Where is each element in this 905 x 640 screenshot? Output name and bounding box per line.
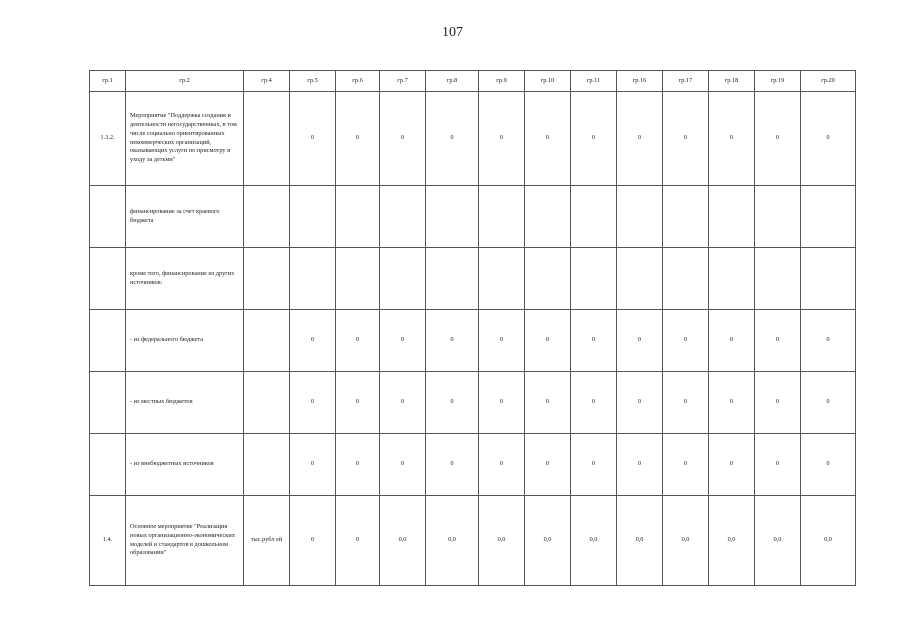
row-unit	[244, 248, 290, 310]
row-number	[90, 310, 126, 372]
table-body	[90, 71, 856, 586]
column-header: гр.8	[426, 71, 479, 92]
value-cell: 0	[663, 92, 709, 186]
value-cell	[801, 186, 856, 248]
value-cell: 0	[336, 310, 380, 372]
value-cell: 0	[755, 372, 801, 434]
value-cell: 0	[617, 372, 663, 434]
value-cell: 0,0	[801, 496, 856, 586]
row-number	[90, 248, 126, 310]
row-description: кроме того, финансирование из других источников:	[126, 248, 244, 310]
value-cell: 0	[290, 372, 336, 434]
table-row	[90, 92, 856, 186]
value-cell: 0	[380, 434, 426, 496]
row-number	[90, 186, 126, 248]
value-cell: 0	[801, 372, 856, 434]
value-cell: 0	[336, 496, 380, 586]
value-cell: 0	[571, 434, 617, 496]
value-cell: 0,0	[571, 496, 617, 586]
value-cell: 0	[380, 310, 426, 372]
value-cell: 0	[426, 92, 479, 186]
value-cell: 0	[290, 434, 336, 496]
value-cell: 0	[617, 310, 663, 372]
value-cell: 0,0	[709, 496, 755, 586]
value-cell	[290, 248, 336, 310]
value-cell: 0	[663, 372, 709, 434]
row-description: Основное мероприятие "Реализация новых организационно-экономических моделей и стандартов в дошкольном образовании"	[126, 496, 244, 586]
value-cell: 0	[290, 496, 336, 586]
value-cell	[755, 186, 801, 248]
value-cell: 0	[426, 434, 479, 496]
value-cell: 0	[479, 92, 525, 186]
value-cell: 0	[801, 92, 856, 186]
value-cell	[571, 248, 617, 310]
header-row	[90, 71, 856, 92]
row-description: финансирование за счет краевого бюджета	[126, 186, 244, 248]
row-number	[90, 434, 126, 496]
column-header: гр.5	[290, 71, 336, 92]
value-cell: 0	[755, 310, 801, 372]
value-cell	[336, 186, 380, 248]
row-unit	[244, 186, 290, 248]
value-cell: 0	[525, 310, 571, 372]
row-description: - из федерального бюджета	[126, 310, 244, 372]
value-cell: 0	[336, 92, 380, 186]
row-number	[90, 372, 126, 434]
value-cell	[380, 248, 426, 310]
value-cell	[801, 248, 856, 310]
value-cell: 0	[709, 434, 755, 496]
value-cell: 0	[571, 372, 617, 434]
value-cell: 0	[755, 92, 801, 186]
value-cell: 0,0	[525, 496, 571, 586]
row-number: 1.4.	[90, 496, 126, 586]
value-cell	[479, 248, 525, 310]
value-cell: 0	[709, 92, 755, 186]
value-cell	[336, 248, 380, 310]
value-cell: 0	[426, 372, 479, 434]
table-row	[90, 248, 856, 310]
table-row	[90, 372, 856, 434]
value-cell: 0	[426, 310, 479, 372]
value-cell	[525, 186, 571, 248]
value-cell	[525, 248, 571, 310]
column-header: гр.2	[126, 71, 244, 92]
value-cell	[709, 186, 755, 248]
column-header: гр.10	[525, 71, 571, 92]
row-number: 1.3.2.	[90, 92, 126, 186]
value-cell: 0	[380, 92, 426, 186]
column-header: гр.11	[571, 71, 617, 92]
row-description: Мероприятие "Поддержка создания и деятельности негосударственных, в том числе социально ориентированных некоммерческих организаций, оказывающих услуги по присмотру и уходу за детьми"	[126, 92, 244, 186]
value-cell: 0	[336, 372, 380, 434]
value-cell	[426, 186, 479, 248]
value-cell: 0,0	[426, 496, 479, 586]
column-header: гр.7	[380, 71, 426, 92]
value-cell: 0	[479, 372, 525, 434]
value-cell: 0,0	[755, 496, 801, 586]
value-cell: 0	[801, 310, 856, 372]
financing-table	[89, 70, 856, 586]
value-cell: 0	[617, 434, 663, 496]
row-unit	[244, 372, 290, 434]
column-header: гр.18	[709, 71, 755, 92]
value-cell: 0	[525, 92, 571, 186]
value-cell: 0	[571, 310, 617, 372]
row-description: - из местных бюджетов	[126, 372, 244, 434]
value-cell	[290, 186, 336, 248]
value-cell	[663, 186, 709, 248]
column-header: гр.16	[617, 71, 663, 92]
value-cell: 0	[755, 434, 801, 496]
value-cell	[617, 186, 663, 248]
value-cell: 0	[709, 310, 755, 372]
value-cell	[380, 186, 426, 248]
table-row	[90, 434, 856, 496]
table-row	[90, 496, 856, 586]
row-unit: тыс.рубл ей	[244, 496, 290, 586]
value-cell	[709, 248, 755, 310]
value-cell: 0	[801, 434, 856, 496]
value-cell: 0,0	[617, 496, 663, 586]
row-description: - из внебюджетных источников	[126, 434, 244, 496]
value-cell	[571, 186, 617, 248]
value-cell	[663, 248, 709, 310]
value-cell	[755, 248, 801, 310]
column-header: гр.19	[755, 71, 801, 92]
value-cell: 0	[525, 372, 571, 434]
column-header: гр.1	[90, 71, 126, 92]
table-row	[90, 310, 856, 372]
value-cell: 0	[479, 310, 525, 372]
row-unit	[244, 92, 290, 186]
value-cell: 0	[663, 310, 709, 372]
row-unit	[244, 434, 290, 496]
value-cell: 0	[525, 434, 571, 496]
value-cell	[426, 248, 479, 310]
value-cell: 0	[709, 372, 755, 434]
value-cell: 0	[336, 434, 380, 496]
value-cell: 0	[663, 434, 709, 496]
value-cell: 0	[479, 434, 525, 496]
column-header: гр.4	[244, 71, 290, 92]
value-cell: 0,0	[380, 496, 426, 586]
value-cell	[617, 248, 663, 310]
value-cell	[479, 186, 525, 248]
page-number: 107	[442, 25, 463, 40]
value-cell: 0,0	[479, 496, 525, 586]
table-row	[90, 186, 856, 248]
column-header: гр.17	[663, 71, 709, 92]
value-cell: 0	[290, 92, 336, 186]
value-cell: 0,0	[663, 496, 709, 586]
value-cell: 0	[571, 92, 617, 186]
value-cell: 0	[290, 310, 336, 372]
value-cell: 0	[380, 372, 426, 434]
value-cell: 0	[617, 92, 663, 186]
column-header: гр.20	[801, 71, 856, 92]
column-header: гр.6	[336, 71, 380, 92]
row-unit	[244, 310, 290, 372]
column-header: гр.9	[479, 71, 525, 92]
